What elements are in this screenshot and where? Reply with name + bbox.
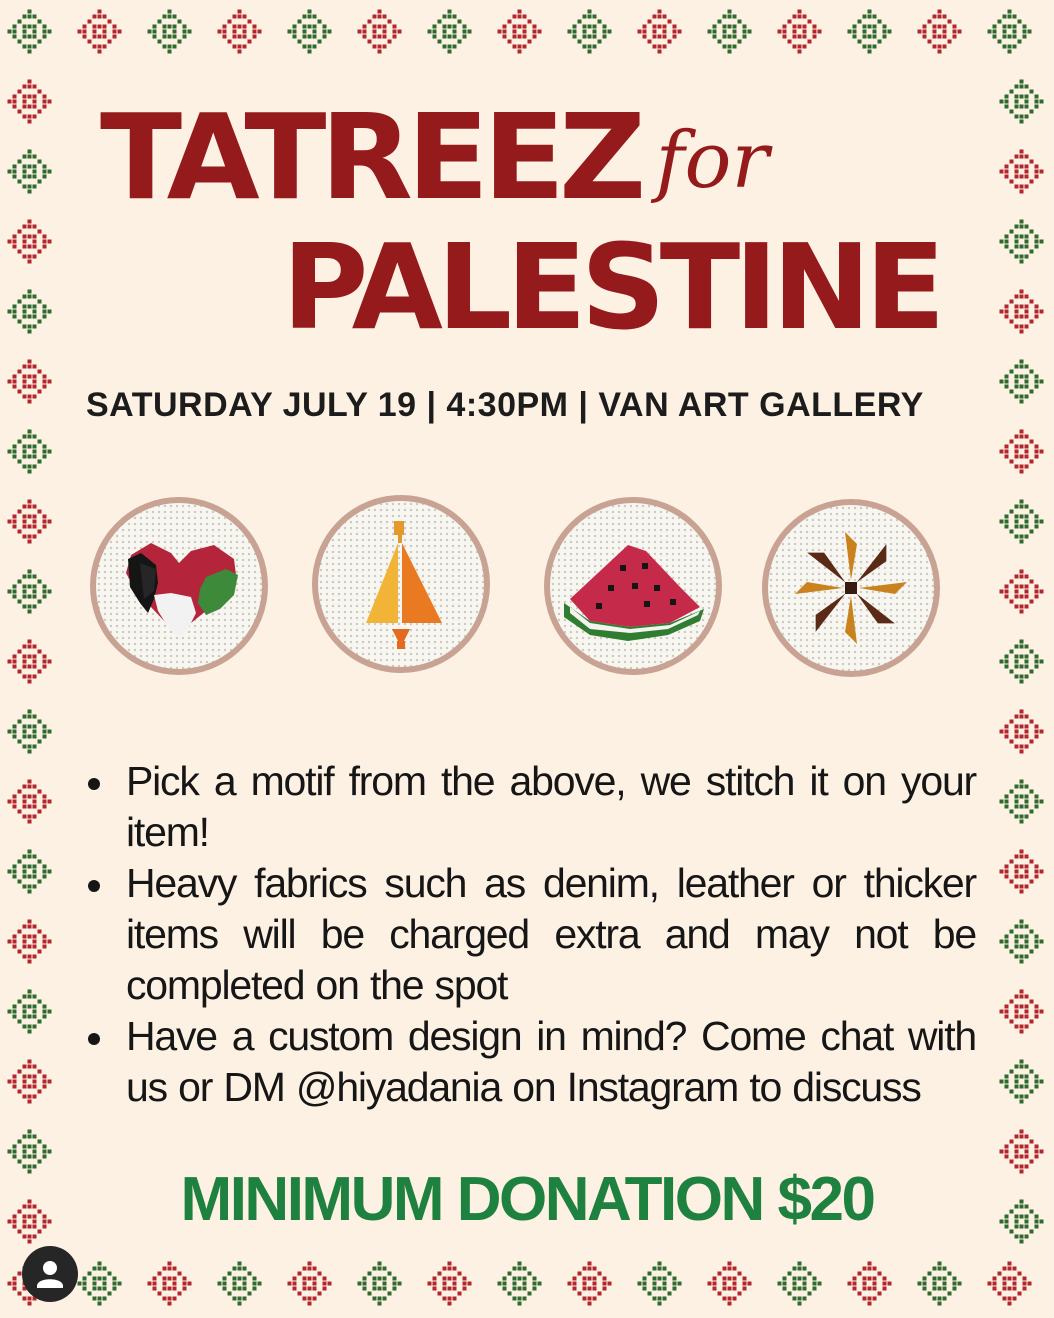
- title-for: for: [655, 116, 769, 206]
- border-motif-green: [568, 10, 612, 54]
- border-motif-red: [148, 1262, 192, 1306]
- border-motif-green: [778, 1262, 822, 1306]
- minimum-donation: MINIMUM DONATION $20: [180, 1165, 874, 1234]
- border-motif-red: [918, 10, 962, 54]
- border-motif-green: [1000, 220, 1044, 264]
- border-motif-red: [1000, 570, 1044, 614]
- border-motif-red: [8, 500, 52, 544]
- border-motif-green: [358, 1262, 402, 1306]
- border-motif-red: [778, 10, 822, 54]
- border-motif-green: [148, 10, 192, 54]
- border-motif-green: [8, 710, 52, 754]
- border-motif-red: [1000, 430, 1044, 474]
- border-motif-red: [428, 1262, 472, 1306]
- title-line-2: [282, 218, 940, 356]
- border-motif-red: [78, 10, 122, 54]
- info-list: [86, 756, 976, 1113]
- border-motif-red: [708, 1262, 752, 1306]
- border-motif-red: [8, 1060, 52, 1104]
- border-motif-red: [218, 10, 262, 54]
- title-palestine: PALESTINE: [282, 218, 940, 356]
- border-motif-red: [498, 10, 542, 54]
- border-motif-green: [708, 10, 752, 54]
- border-motif-green: [1000, 500, 1044, 544]
- star-motif: [762, 499, 940, 677]
- border-motif-red: [8, 80, 52, 124]
- border-motif-red: [8, 780, 52, 824]
- border-motif-green: [1000, 920, 1044, 964]
- border-motif-red: [1000, 850, 1044, 894]
- border-motif-red: [848, 1262, 892, 1306]
- border-motif-red: [1000, 290, 1044, 334]
- list-item: Heavy fabrics such as denim, leather or thicker items will be charged extra and may not be completed on the spot: [86, 858, 976, 1011]
- list-item: Pick a motif from the above, we stitch it on your item!: [86, 756, 976, 858]
- border-motif-green: [8, 850, 52, 894]
- event-details: SATURDAY JULY 19 | 4:30PM | VAN ART GALLERY: [86, 386, 924, 424]
- border-motif-red: [8, 640, 52, 684]
- border-motif-green: [848, 10, 892, 54]
- heart-flag-motif: [90, 497, 268, 675]
- list-item: Have a custom design in mind? Come chat with us or DM @hiyadania on Instagram to discuss: [86, 1011, 976, 1113]
- border-motif-green: [8, 430, 52, 474]
- border-motif-red: [8, 360, 52, 404]
- border-motif-green: [8, 290, 52, 334]
- border-motif-green: [1000, 780, 1044, 824]
- border-motif-red: [288, 1262, 332, 1306]
- watermelon-motif: [544, 497, 722, 675]
- border-motif-red: [8, 220, 52, 264]
- border-motif-red: [1000, 710, 1044, 754]
- person-avatar-icon[interactable]: [22, 1246, 78, 1302]
- border-motif-green: [78, 1262, 122, 1306]
- border-motif-green: [918, 1262, 962, 1306]
- border-motif-green: [988, 10, 1032, 54]
- border-motif-green: [1000, 360, 1044, 404]
- border-motif-green: [8, 150, 52, 194]
- border-motif-red: [1000, 150, 1044, 194]
- border-motif-green: [498, 1262, 542, 1306]
- border-motif-green: [218, 1262, 262, 1306]
- border-motif-red: [988, 1262, 1032, 1306]
- border-motif-green: [8, 10, 52, 54]
- border-motif-green: [1000, 640, 1044, 684]
- border-motif-green: [8, 570, 52, 614]
- border-motif-green: [638, 1262, 682, 1306]
- border-motif-green: [1000, 80, 1044, 124]
- border-motif-red: [8, 920, 52, 964]
- border-motif-red: [1000, 990, 1044, 1034]
- motif-row: [90, 495, 960, 685]
- border-motif-red: [568, 1262, 612, 1306]
- border-motif-green: [428, 10, 472, 54]
- border-motif-green: [1000, 1060, 1044, 1104]
- border-motif-red: [638, 10, 682, 54]
- sailboat-motif: [312, 495, 490, 673]
- border-motif-green: [8, 990, 52, 1034]
- border-motif-red: [358, 10, 402, 54]
- border-motif-green: [288, 10, 332, 54]
- title-tatreez: TATREEZ: [100, 88, 641, 226]
- title-line-1: [100, 88, 769, 226]
